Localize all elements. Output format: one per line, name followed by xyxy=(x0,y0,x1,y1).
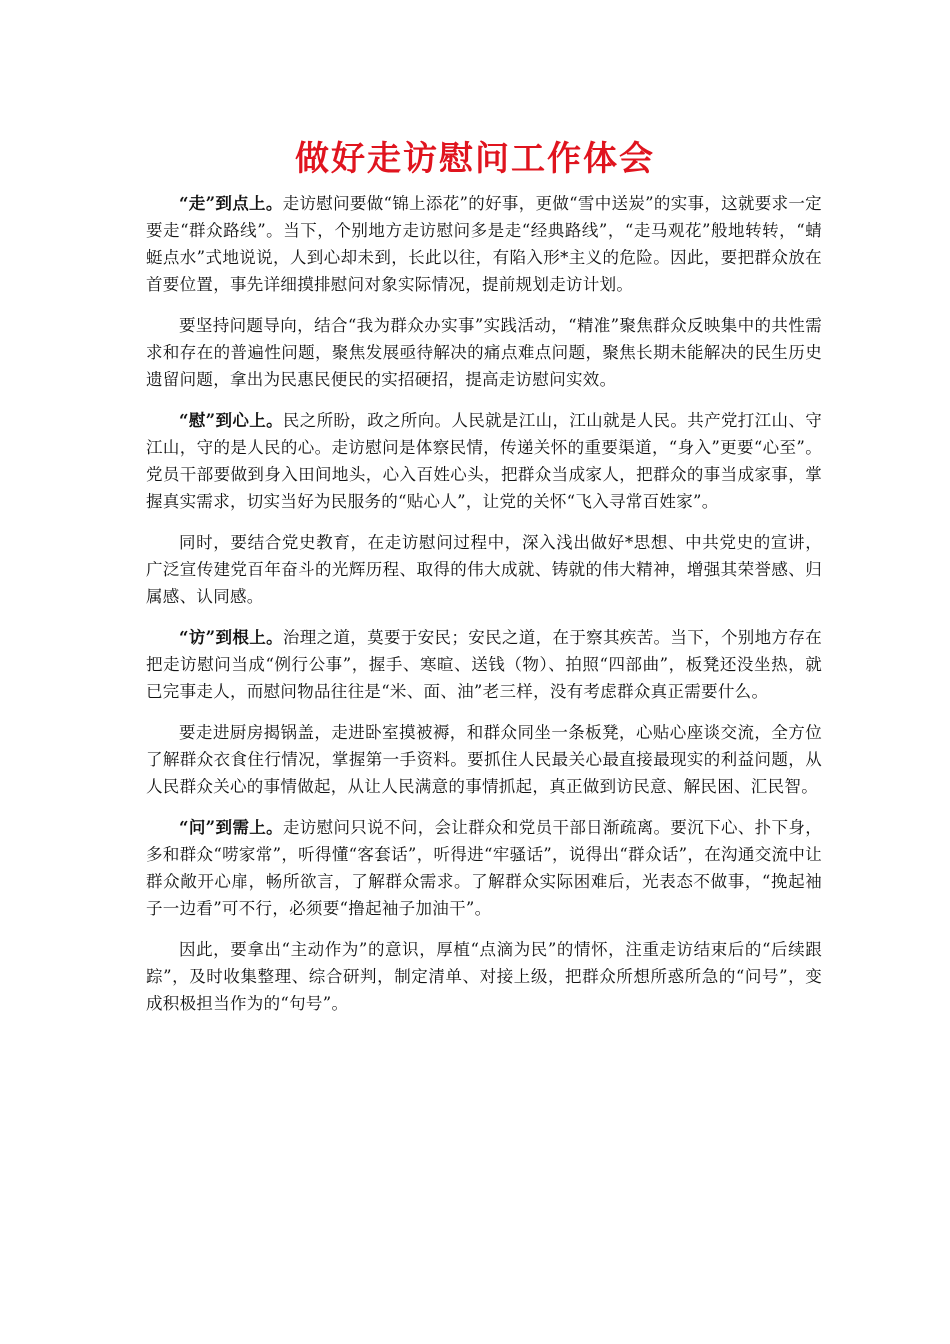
paragraph-text: 要走进厨房揭锅盖，走进卧室摸被褥，和群众同坐一条板凳，心贴心座谈交流，全方位了解群众衣食住行情况，掌握第一手资料。要抓住人民最关心最直接最现实的利益问题，从人民群众关心的事情做起，从让人民满意的事情抓起，真正做到访民意、解民困、汇民智。 xyxy=(146,723,822,796)
paragraph-3 xyxy=(146,407,822,515)
paragraph-8 xyxy=(146,936,822,1017)
paragraph-2 xyxy=(146,312,822,393)
paragraph-text: 因此，要拿出“主动作为”的意识，厚植“点滴为民”的情怀，注重走访结束后的“后续跟踪”，及时收集整理、综合研判，制定清单、对接上级，把群众所想所惑所急的“问号”，变成积极担当作为的“句号”。 xyxy=(146,940,822,1013)
paragraph-text: 同时，要结合党史教育，在走访慰问过程中，深入浅出做好*思想、中共党史的宣讲，广泛宣传建党百年奋斗的光辉历程、取得的伟大成就、铸就的伟大精神，增强其荣誉感、归属感、认同感。 xyxy=(146,533,822,606)
document-title: 做好走访慰问工作体会 xyxy=(295,139,655,179)
paragraph-text: 走访慰问要做“锦上添花”的好事，更做“雪中送炭”的实事，这就要求一定要走“群众路线”。当下，个别地方走访慰问多是走“经典路线”，“走马观花”般地转转，“蜻蜓点水”式地说说，人到心却未到，长此以往，有陷入形*主义的危险。因此，要把群众放在首要位置，事先详细摸排慰问对象实际情况，提前规划走访计划。 xyxy=(146,194,822,294)
paragraph-6 xyxy=(146,719,822,800)
paragraph-lead: “慰”到心上。 xyxy=(179,411,283,430)
paragraph-lead: “访”到根上。 xyxy=(179,628,283,647)
paragraph-lead: “问”到需上。 xyxy=(179,818,283,837)
paragraph-text: 治理之道，莫要于安民；安民之道，在于察其疾苦。当下，个别地方存在把走访慰问当成“例行公事”，握手、寒暄、送钱（物）、拍照“四部曲”，板凳还没坐热，就已完事走人，而慰问物品往往是“米、面、油”老三样，没有考虑群众真正需要什么。 xyxy=(146,628,822,701)
paragraph-5 xyxy=(146,624,822,705)
paragraph-text: 民之所盼，政之所向。人民就是江山，江山就是人民。共产党打江山、守江山，守的是人民的心。走访慰问是体察民情，传递关怀的重要渠道，“身入”更要“心至”。党员干部要做到身入田间地头，心入百姓心头，把群众当成家人，把群众的事当成家事，掌握真实需求，切实当好为民服务的“贴心人”，让党的关怀“飞入寻常百姓家”。 xyxy=(146,411,822,511)
paragraph-7 xyxy=(146,814,822,922)
paragraph-lead: “走”到点上。 xyxy=(179,194,283,213)
paragraph-1 xyxy=(146,190,822,298)
document-body xyxy=(146,190,822,1031)
paragraph-text: 要坚持问题导向，结合“我为群众办实事”实践活动，“精准”聚焦群众反映集中的共性需求和存在的普遍性问题，聚焦发展亟待解决的痛点难点问题，聚焦长期未能解决的民生历史遗留问题，拿出为民惠民便民的实招硬招，提高走访慰问实效。 xyxy=(146,316,822,389)
paragraph-text: 走访慰问只说不问，会让群众和党员干部日渐疏离。要沉下心、扑下身，多和群众“唠家常”，听得懂“客套话”，听得进“牢骚话”，说得出“群众话”，在沟通交流中让群众敞开心扉，畅所欲言，了解群众需求。了解群众实际困难后，光表态不做事，“挽起袖子一边看”可不行，必须要“撸起袖子加油干”。 xyxy=(146,818,822,918)
paragraph-4 xyxy=(146,529,822,610)
